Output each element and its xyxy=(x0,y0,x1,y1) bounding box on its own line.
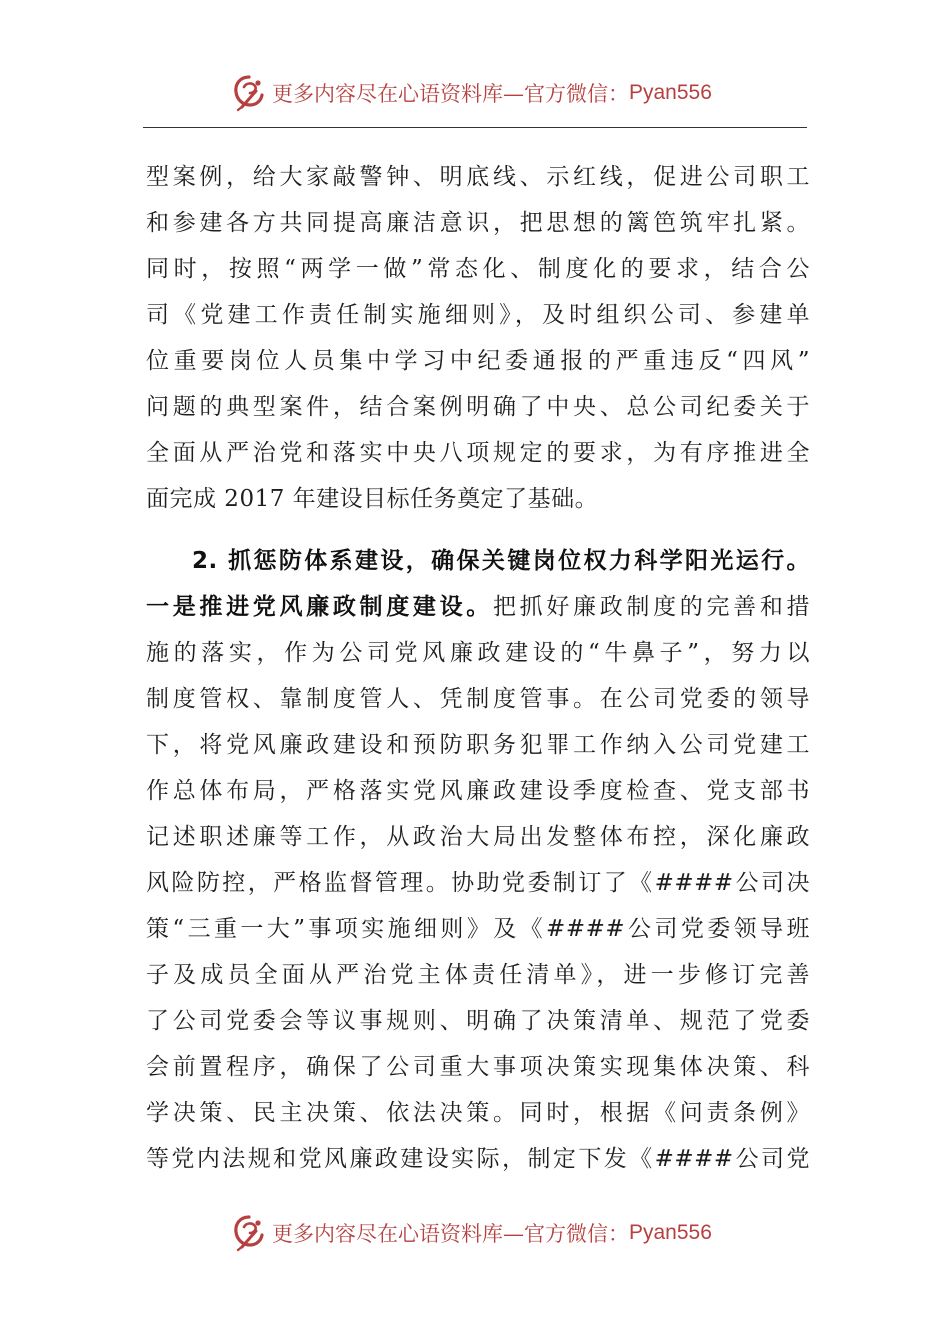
text-line: 位重要岗位人员集中学习中纪委通报的严重违反“四风” xyxy=(146,348,810,374)
text-line: 记述职述廉等工作，从政治大局出发整体布控，深化廉政 xyxy=(146,824,810,850)
text-line: 制度管权、靠制度管人、凭制度管事。在公司党委的领导 xyxy=(146,686,810,712)
footer-wechat-id: Pyan556 xyxy=(629,1221,712,1244)
document-body xyxy=(146,154,810,1182)
text-line: 同时，按照“两学一做”常态化、制度化的要求，结合公 xyxy=(146,256,810,282)
footer-banner xyxy=(0,1208,950,1258)
text-line: 司《党建工作责任制实施细则》，及时组织公司、参建单 xyxy=(146,302,810,328)
paragraph-2 xyxy=(146,538,810,1182)
subheading: 一是推进党风廉政制度建设。 xyxy=(146,594,493,620)
text-line: 下，将党风廉政建设和预防职务犯罪工作纳入公司党建工 xyxy=(146,732,810,758)
text-line: 和参建各方共同提高廉洁意识，把思想的篱笆筑牢扎紧。 xyxy=(146,210,810,236)
paragraph-1 xyxy=(146,154,810,522)
footer-banner-text: 更多内容尽在心语资料库—官方微信： xyxy=(272,1222,629,1246)
text-line: 子及成员全面从严治党主体责任清单》，进一步修订完善 xyxy=(146,962,810,988)
section-heading: 2. 抓惩防体系建设，确保关键岗位权力科学阳光运行。 xyxy=(192,548,810,574)
brand-logo-icon xyxy=(232,73,266,113)
text-line: 了公司党委会等议事规则、明确了决策清单、规范了党委 xyxy=(146,1008,810,1034)
header-banner-text: 更多内容尽在心语资料库—官方微信： xyxy=(272,82,629,106)
text-line: 学决策、民主决策、依法决策。同时，根据《问责条例》 xyxy=(146,1100,810,1126)
text-line: 作总体布局，严格落实党风廉政建设季度检查、党支部书 xyxy=(146,778,810,804)
header-banner xyxy=(0,68,950,118)
text-line: 全面从严治党和落实中央八项规定的要求，为有序推进全 xyxy=(146,440,810,466)
brand-logo-icon xyxy=(232,1213,266,1253)
text-line: 施的落实，作为公司党风廉政建设的“牛鼻子”，努力以 xyxy=(146,640,810,666)
text-line: 面完成 2017 年建设目标任务奠定了基础。 xyxy=(146,486,599,512)
text-line-rest: 把抓好廉政制度的完善和措 xyxy=(492,594,810,620)
text-line: 等党内法规和党风廉政建设实际，制定下发《####公司党 xyxy=(146,1146,810,1172)
header-wechat-id: Pyan556 xyxy=(629,81,712,104)
header-divider xyxy=(143,127,807,128)
text-line: 型案例，给大家敲警钟、明底线、示红线，促进公司职工 xyxy=(146,164,810,190)
text-line-with-subheading xyxy=(146,584,810,630)
text-line: 会前置程序，确保了公司重大事项决策实现集体决策、科 xyxy=(146,1054,810,1080)
text-line: 策“三重一大”事项实施细则》及《####公司党委领导班 xyxy=(146,916,810,942)
text-line: 问题的典型案件，结合案例明确了中央、总公司纪委关于 xyxy=(146,394,810,420)
text-line: 风险防控，严格监督管理。协助党委制订了《####公司决 xyxy=(146,870,810,896)
